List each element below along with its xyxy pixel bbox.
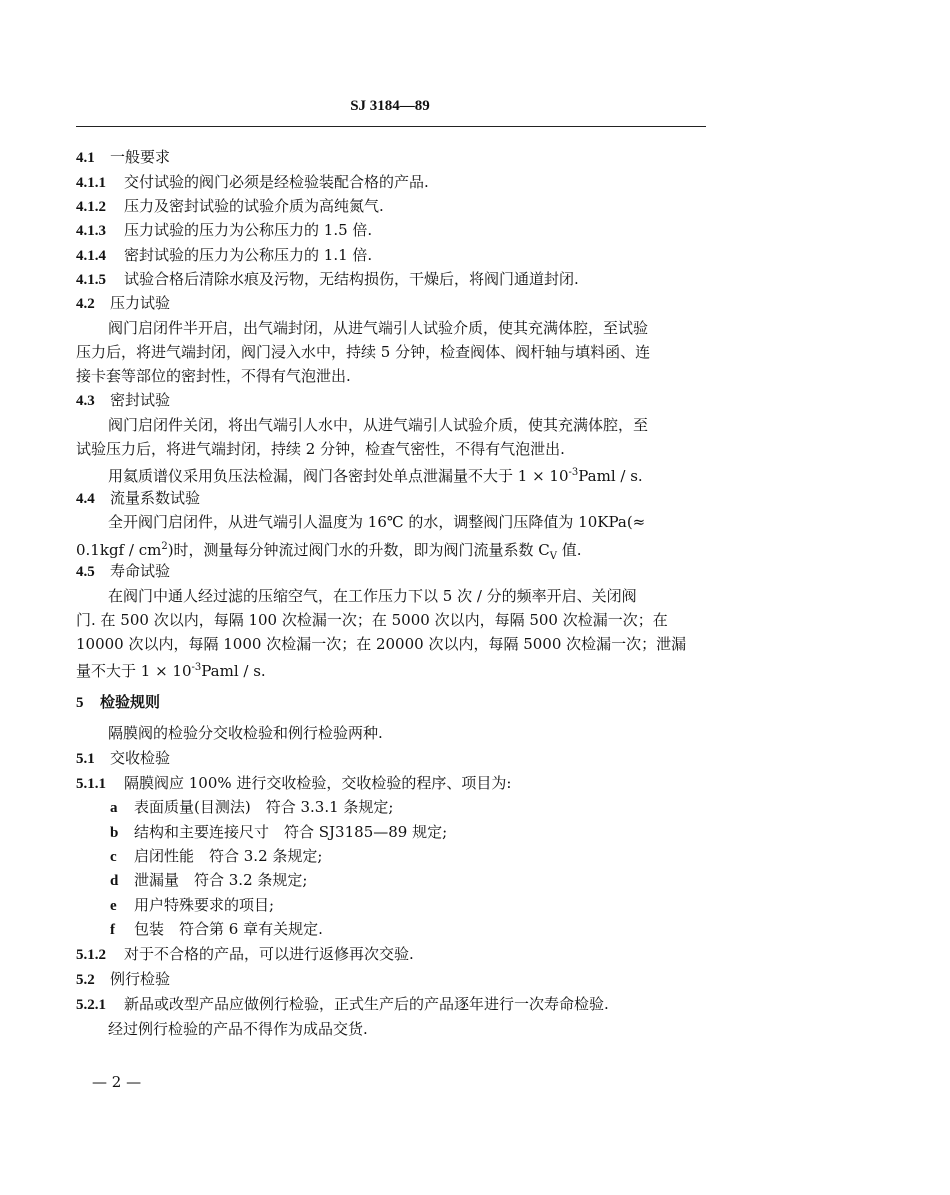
clause-number: 4.1.2 xyxy=(76,199,106,215)
clause-number: 4.1.4 xyxy=(76,248,106,264)
list-item xyxy=(110,919,323,940)
section-title: 密封试验 xyxy=(110,391,171,409)
section-number: 4.4 xyxy=(76,491,95,507)
clause-number: 4.1.3 xyxy=(76,223,106,239)
clause-5-1-1 xyxy=(76,773,511,794)
clause-4-1-5 xyxy=(76,269,579,290)
header-rule xyxy=(76,126,706,127)
list-text: 泄漏量 符合 3.2 条规定; xyxy=(134,871,308,889)
list-item xyxy=(110,797,393,818)
list-item xyxy=(110,870,307,891)
clause-text: 对于不合格的产品，可以进行返修再次交验. xyxy=(124,945,414,963)
clause-number: 4.1.5 xyxy=(76,272,106,288)
section-title: 一般要求 xyxy=(110,148,171,166)
paragraph-line: 阀门启闭件关闭，将出气端引人水中，从进气端引人试验介质，使其充满体腔，至 xyxy=(108,416,649,434)
exponent: -3 xyxy=(191,662,202,673)
clause-number: 5.2.1 xyxy=(76,997,106,1013)
list-text: 用户特殊要求的项目; xyxy=(134,896,275,914)
clause-4-1-1 xyxy=(76,172,429,193)
helium-text: 用氦质谱仪采用负压法检漏，阀门各密封处单点泄漏量不大于 1 × 10 xyxy=(108,467,569,485)
text-part: 0.1kgf / cm xyxy=(76,541,162,559)
clause-number: 4.1.1 xyxy=(76,175,106,191)
page-number: — 2 — xyxy=(92,1073,142,1091)
list-letter: e xyxy=(110,898,117,914)
section-number: 4.5 xyxy=(76,564,95,580)
clause-number: 5.1.2 xyxy=(76,947,106,963)
clause-text: 压力试验的压力为公称压力的 1.5 倍. xyxy=(124,221,373,239)
list-text: 表面质量(目测法) 符合 3.3.1 条规定; xyxy=(134,798,394,816)
section-title: 例行检验 xyxy=(110,970,171,988)
unit: Paml / s. xyxy=(578,467,643,485)
section-4-3-heading xyxy=(76,390,170,411)
paragraph-line: 经过例行检验的产品不得作为成品交货. xyxy=(108,1020,368,1038)
list-letter: f xyxy=(110,922,115,938)
clause-text: 新品或改型产品应做例行检验，正式生产后的产品逐年进行一次寿命检验. xyxy=(124,995,609,1013)
unit: Paml / s. xyxy=(201,662,266,680)
section-number: 4.1 xyxy=(76,150,95,166)
section-4-5-heading xyxy=(76,561,170,582)
paragraph-line: 压力后，将进气端封闭，阀门浸入水中，持续 5 分钟，检查阀体、阀杆轴与填料函、连 xyxy=(76,343,651,361)
clause-5-2-1 xyxy=(76,994,609,1015)
section-number: 4.3 xyxy=(76,393,95,409)
paragraph-line: 10000 次以内，每隔 1000 次检漏一次；在 20000 次以内，每隔 5000 次检漏一次；泄漏 xyxy=(76,635,687,653)
list-item xyxy=(110,822,447,843)
chapter-title: 检验规则 xyxy=(100,693,161,711)
section-number: 5.2 xyxy=(76,972,95,988)
section-4-2-heading xyxy=(76,293,170,314)
text-part: 值. xyxy=(557,541,582,559)
text-part: )时，测量每分钟流过阀门水的升数，即为阀门流量系数 C xyxy=(167,541,550,559)
clause-4-1-4 xyxy=(76,245,372,266)
list-letter: a xyxy=(110,800,118,816)
clause-4-1-2 xyxy=(76,196,384,217)
paragraph-line: 门. 在 500 次以内，每隔 100 次检漏一次；在 5000 次以内，每隔 500 次检漏一次；在 xyxy=(76,611,668,629)
chapter-5-heading xyxy=(76,692,160,713)
section-title: 压力试验 xyxy=(110,294,171,312)
section-number: 5.1 xyxy=(76,751,95,767)
clause-text: 密封试验的压力为公称压力的 1.1 倍. xyxy=(124,246,373,264)
section-title: 流量系数试验 xyxy=(110,489,201,507)
list-letter: d xyxy=(110,873,119,889)
clause-5-1-2 xyxy=(76,944,414,965)
list-item xyxy=(110,895,274,916)
list-letter: c xyxy=(110,849,117,865)
paragraph-line: 隔膜阀的检验分交收检验和例行检验两种. xyxy=(108,724,383,742)
chapter-number: 5 xyxy=(76,695,84,711)
exponent: -3 xyxy=(568,467,579,478)
paragraph-line: 阀门启闭件半开启，出气端封闭，从进气端引人试验介质，使其充满体腔，至试验 xyxy=(108,319,649,337)
list-text: 启闭性能 符合 3.2 条规定; xyxy=(134,847,323,865)
list-text: 包装 符合第 6 章有关规定. xyxy=(134,920,323,938)
page-header: SJ 3184—89 xyxy=(350,98,430,114)
clause-text: 试验合格后清除水痕及污物，无结构损伤，干燥后，将阀门通道封闭. xyxy=(124,270,579,288)
clause-text: 交付试验的阀门必须是经检验装配合格的产品. xyxy=(124,173,429,191)
clause-number: 5.1.1 xyxy=(76,776,106,792)
paragraph-line xyxy=(76,658,266,681)
text-part: 量不大于 1 × 10 xyxy=(76,662,192,680)
section-title: 交收检验 xyxy=(110,749,171,767)
section-5-2-heading xyxy=(76,969,170,990)
paragraph-line: 全开阀门启闭件，从进气端引人温度为 16℃ 的水，调整阀门压降值为 10KPa(≈ xyxy=(108,513,646,531)
paragraph-line: 在阀门中通人经过滤的压缩空气，在工作压力下以 5 次 / 分的频率开启、关闭阀 xyxy=(108,587,637,605)
paragraph-line: 接卡套等部位的密封性，不得有气泡泄出. xyxy=(76,367,351,385)
section-4-1-heading xyxy=(76,147,170,168)
clause-4-1-3 xyxy=(76,220,372,241)
list-item xyxy=(110,846,322,867)
helium-leak-line xyxy=(108,463,643,486)
paragraph-line: 试验压力后，将进气端封闭，持续 2 分钟，检查气密性，不得有气泡泄出. xyxy=(76,440,565,458)
section-5-1-heading xyxy=(76,748,170,769)
list-text: 结构和主要连接尺寸 符合 SJ3185—89 规定; xyxy=(134,823,448,841)
list-letter: b xyxy=(110,825,119,841)
clause-text: 隔膜阀应 100% 进行交收检验，交收检验的程序、项目为: xyxy=(124,774,512,792)
subscript: V xyxy=(549,551,558,562)
section-4-4-heading xyxy=(76,488,200,509)
clause-text: 压力及密封试验的试验介质为高纯氮气. xyxy=(124,197,384,215)
section-title: 寿命试验 xyxy=(110,562,171,580)
section-number: 4.2 xyxy=(76,296,95,312)
superscript: 2 xyxy=(161,541,168,552)
